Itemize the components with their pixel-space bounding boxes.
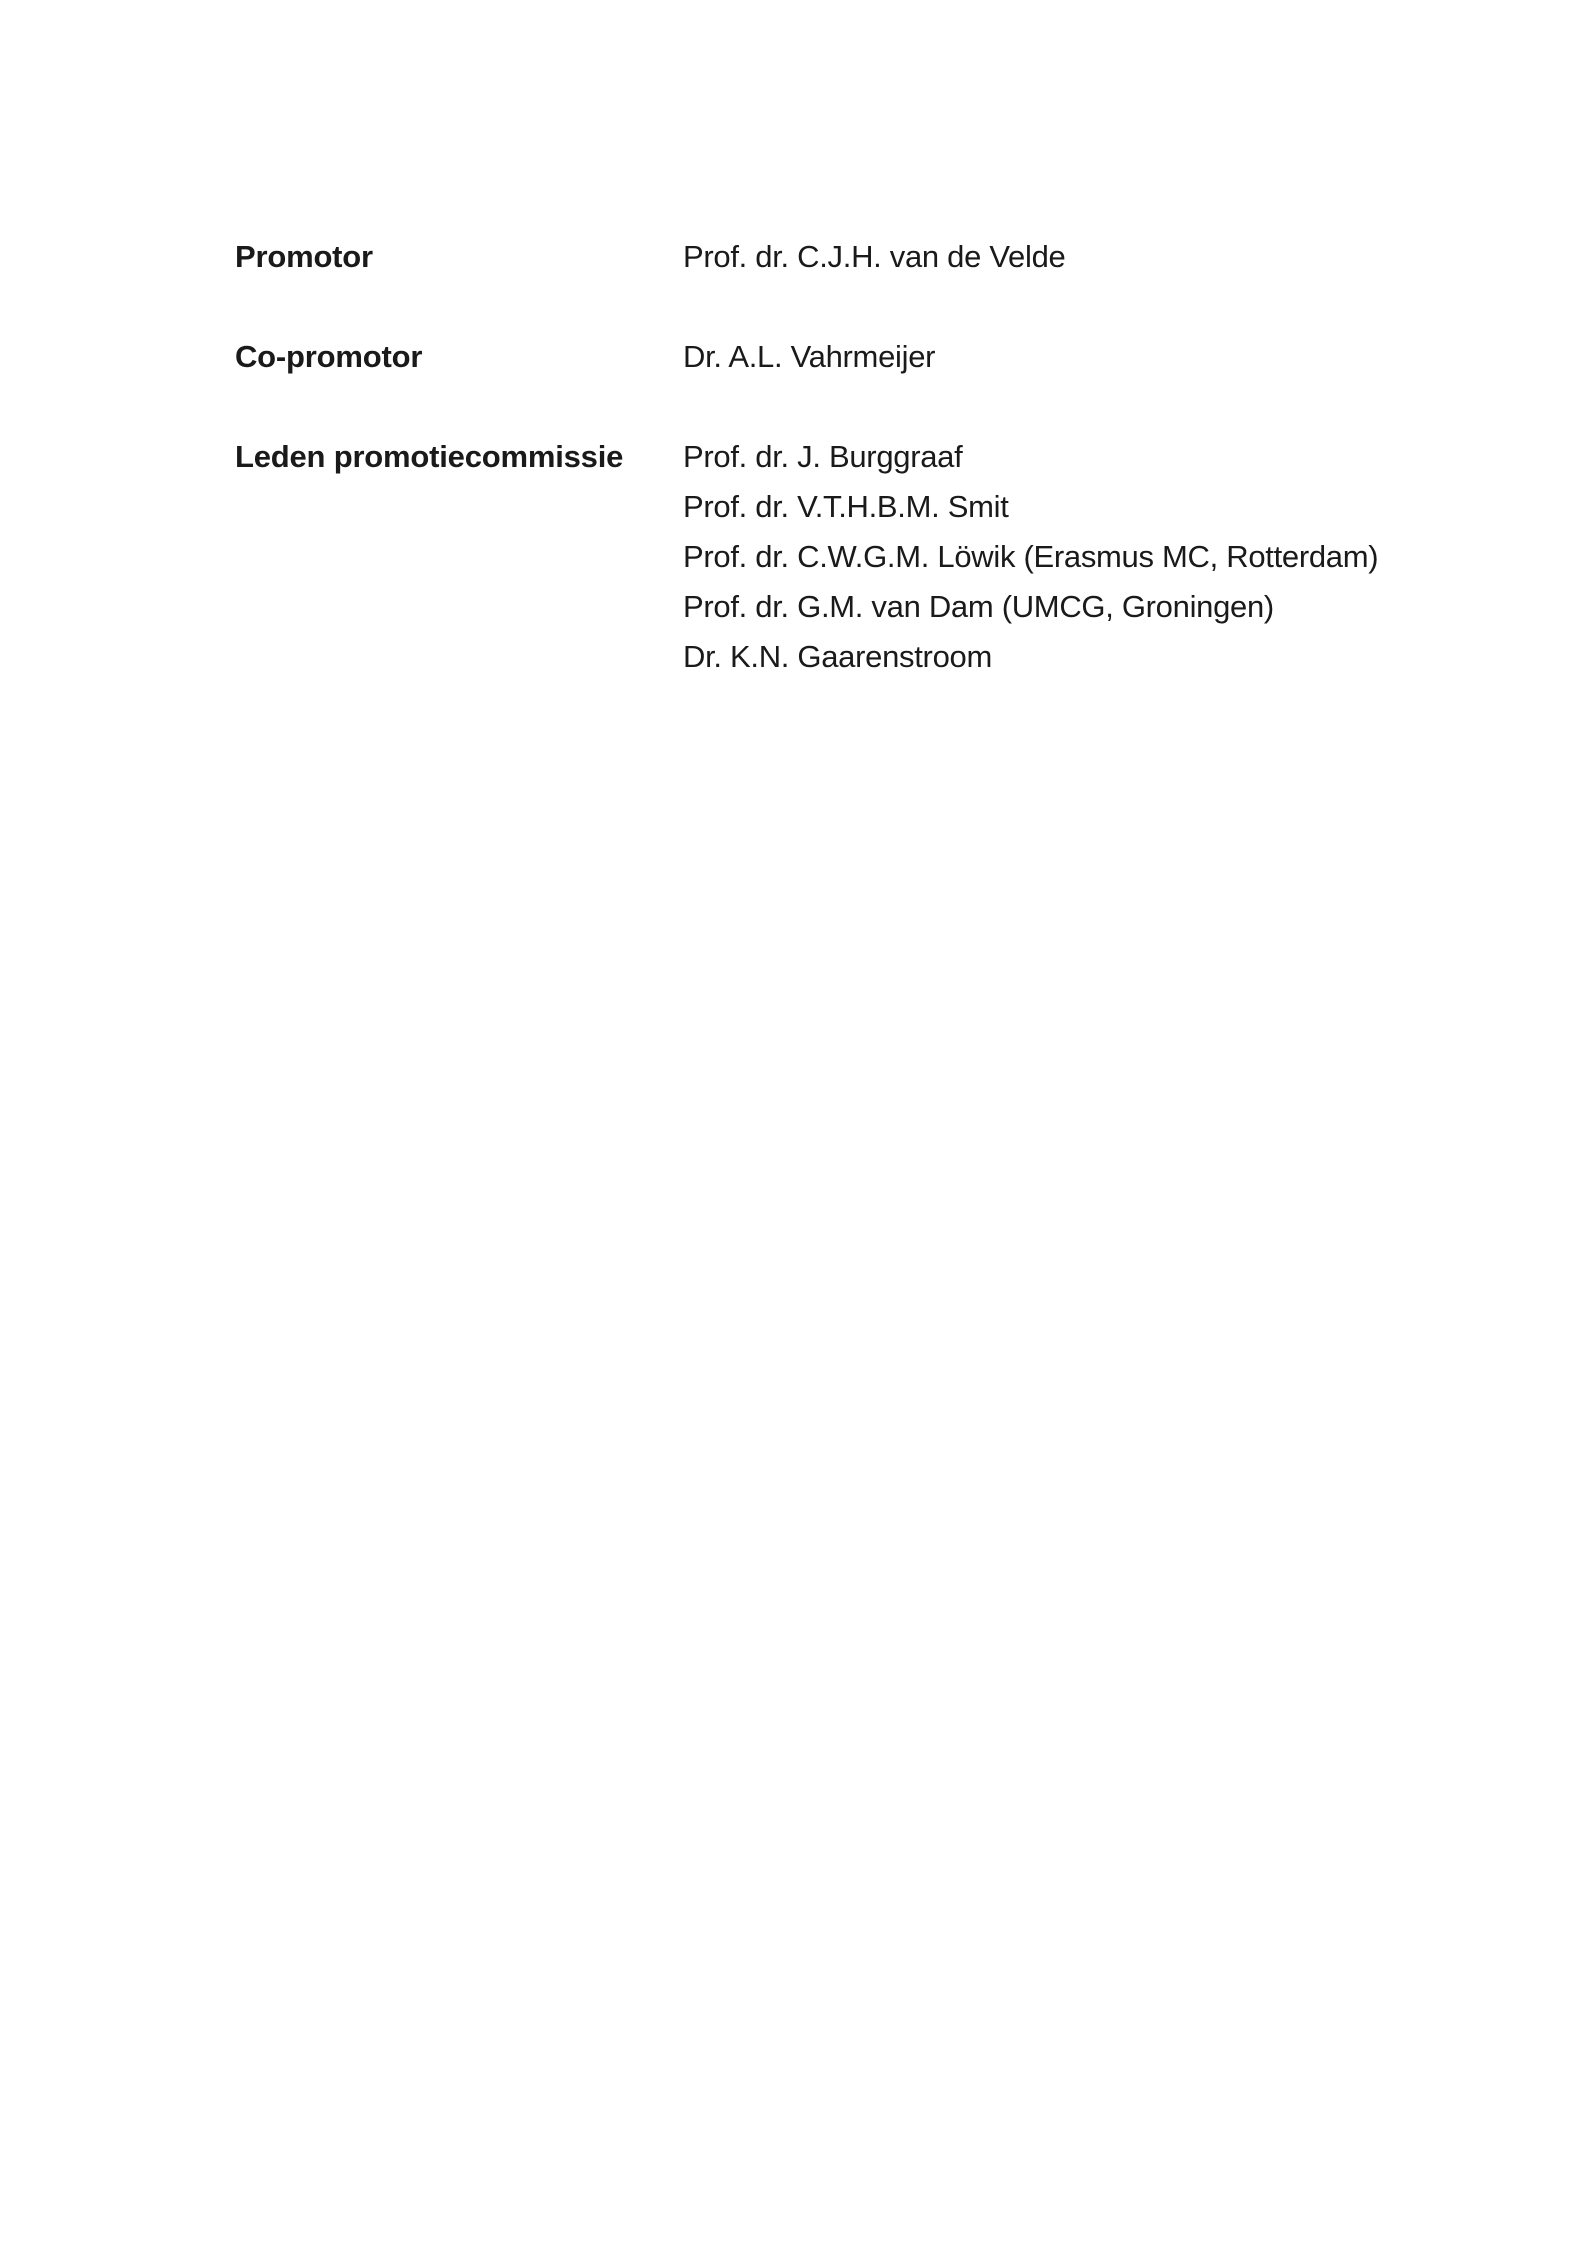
members-label: Leden promotiecommissie: [235, 439, 624, 474]
copromotor-label: Co-promotor: [235, 339, 423, 374]
member-name: Prof. dr. V.T.H.B.M. Smit: [683, 489, 1009, 524]
member-name: Prof. dr. G.M. van Dam (UMCG, Groningen): [683, 589, 1274, 624]
copromotor-names: [683, 332, 935, 382]
members-names: [683, 432, 1378, 682]
members-row: [235, 432, 1415, 682]
copromotor-row: [235, 332, 1415, 382]
promotor-name: Prof. dr. C.J.H. van de Velde: [683, 239, 1066, 274]
promotor-row: [235, 232, 1415, 282]
member-name: Dr. K.N. Gaarenstroom: [683, 639, 992, 674]
promotor-names: [683, 232, 1065, 282]
member-name: Prof. dr. J. Burggraaf: [683, 439, 963, 474]
promotor-label: Promotor: [235, 239, 373, 274]
copromotor-name: Dr. A.L. Vahrmeijer: [683, 339, 936, 374]
member-name: Prof. dr. C.W.G.M. Löwik (Erasmus MC, Rotterdam): [683, 539, 1379, 574]
committee-list: [235, 232, 1415, 682]
